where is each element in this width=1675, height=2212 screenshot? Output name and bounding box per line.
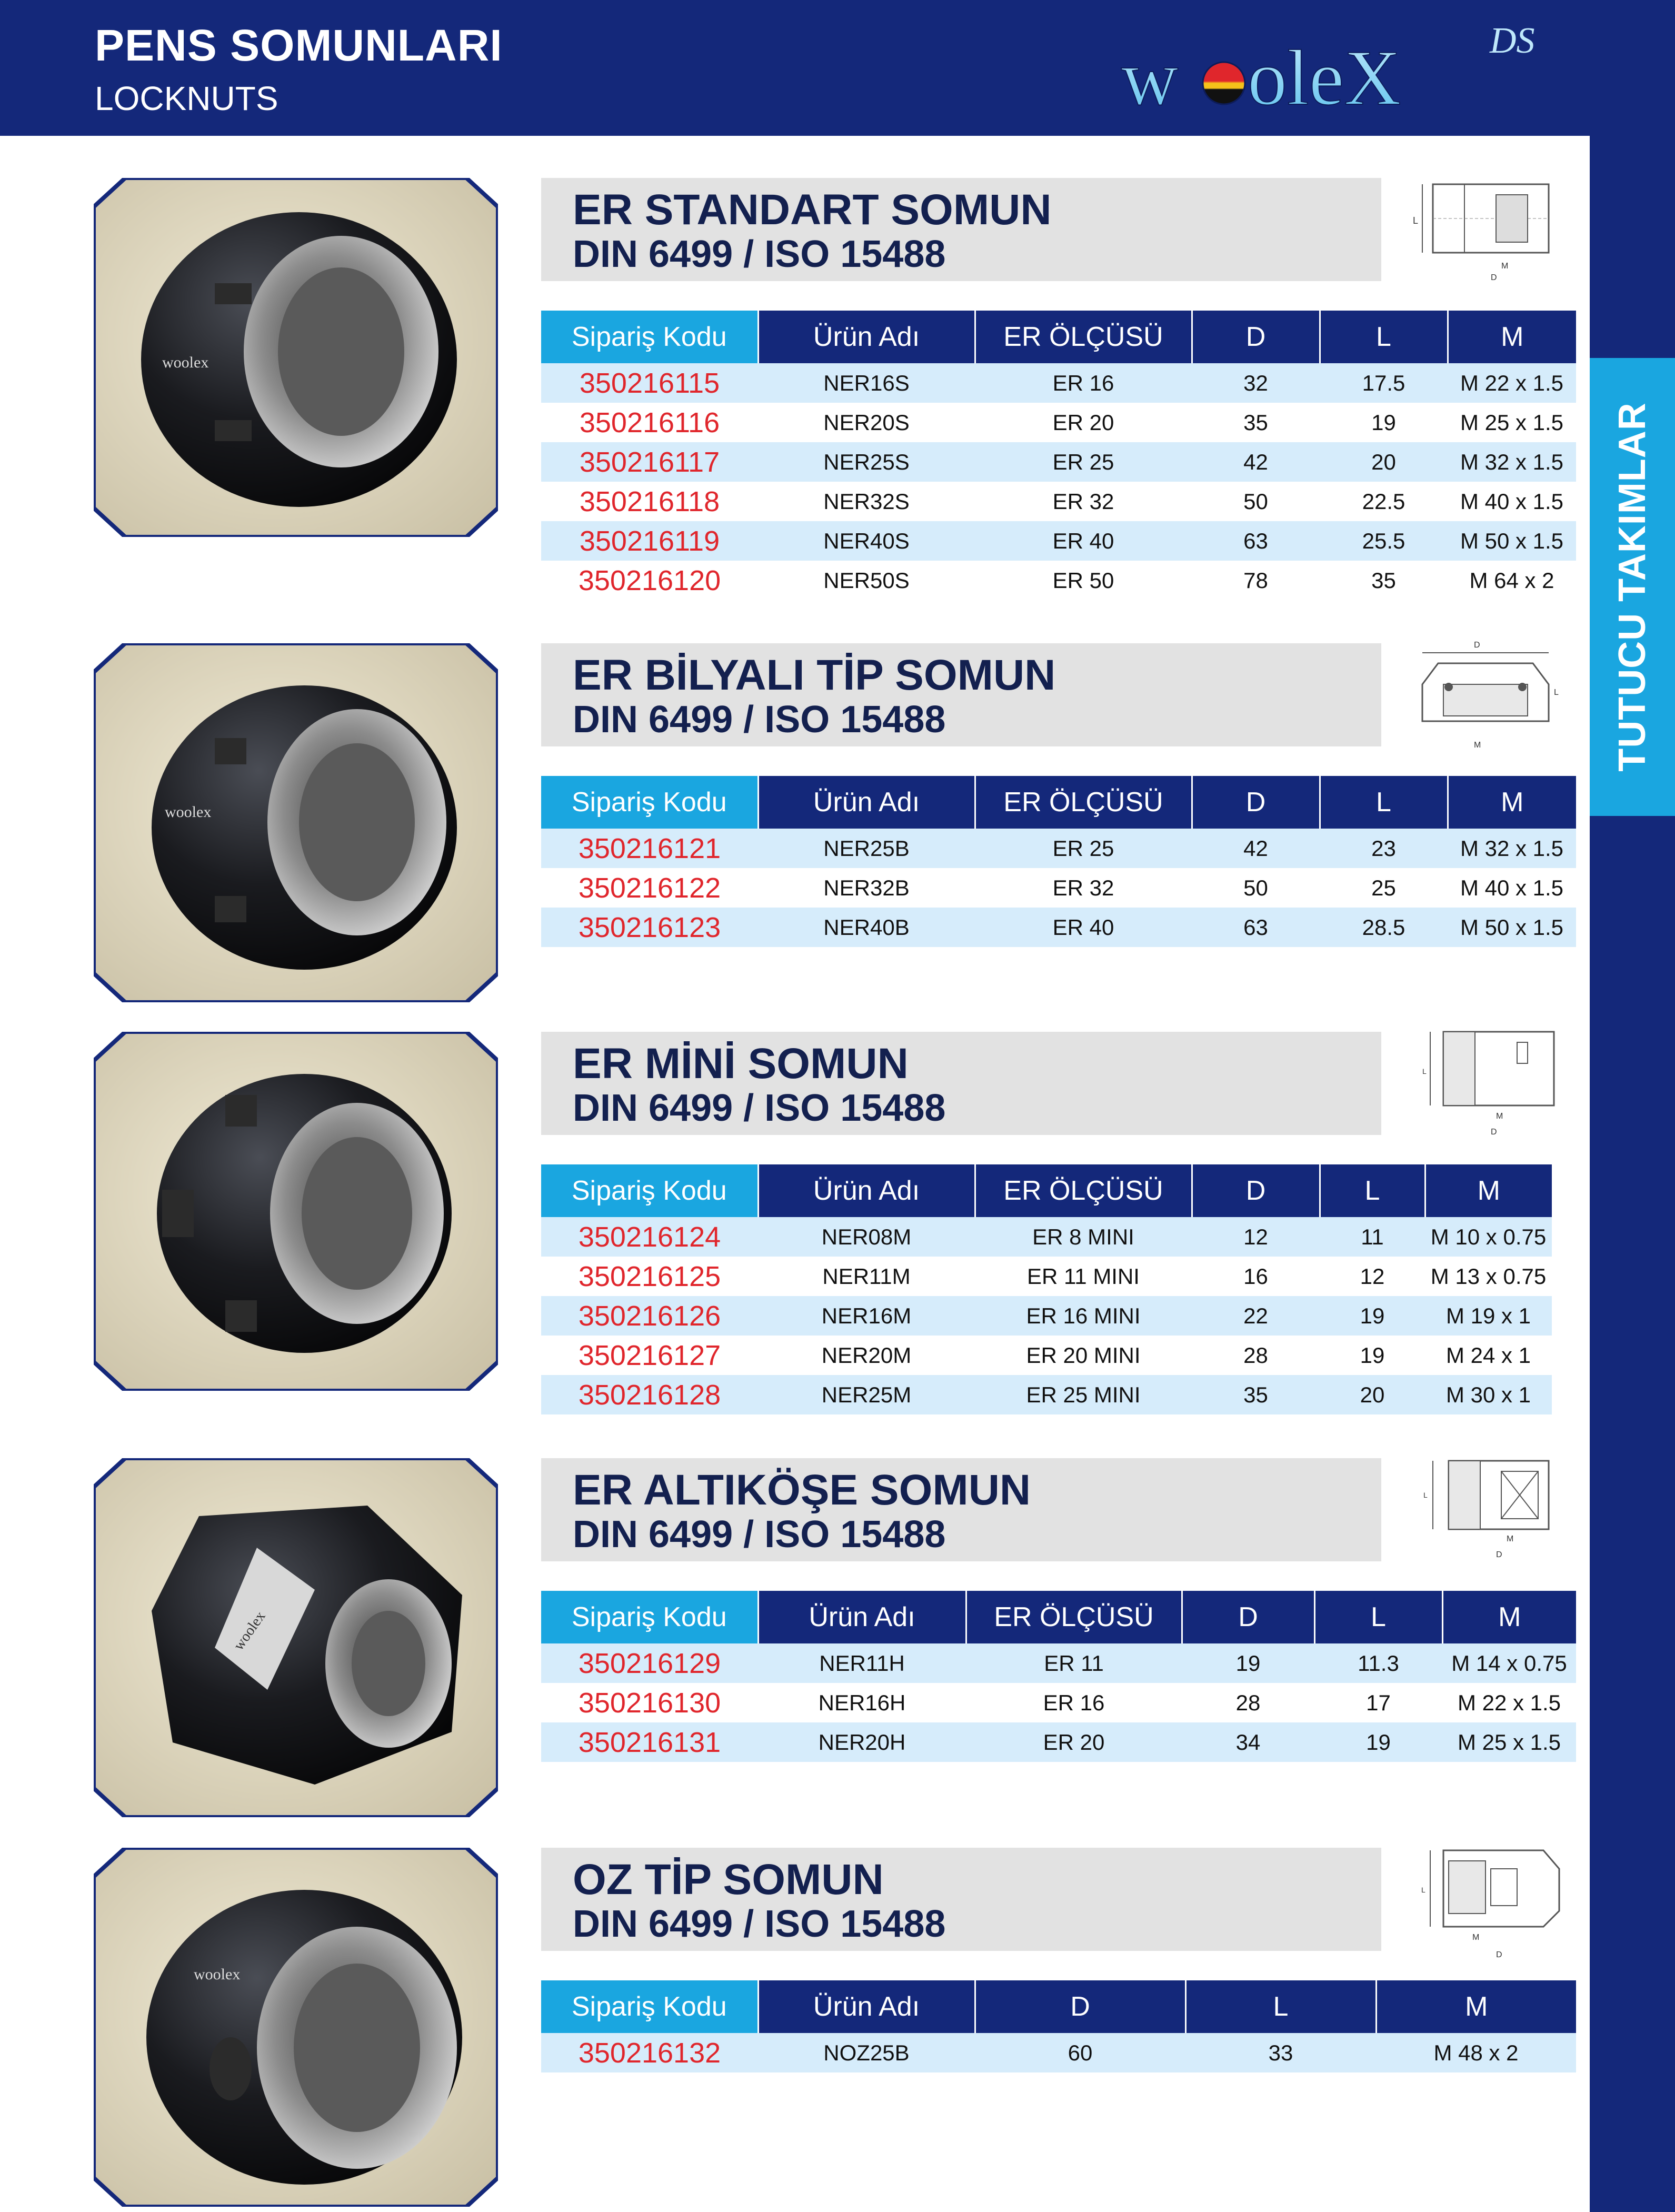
section-title-box (541, 1848, 1381, 1951)
column-header: Sipariş Kodu (541, 1591, 758, 1643)
column-header: L (1314, 1591, 1442, 1643)
column-header: Ürün Adı (758, 311, 975, 363)
dim-d: 28 (1192, 1336, 1320, 1375)
dim-m: M 14 x 0.75 (1442, 1643, 1576, 1683)
sidebar-label: TUTUCU TAKIMLAR (1611, 402, 1653, 772)
product-photo (94, 178, 498, 537)
svg-text:L: L (1423, 1491, 1428, 1499)
dim-m: M 10 x 0.75 (1425, 1217, 1552, 1257)
column-header: L (1320, 1164, 1425, 1217)
dim-l: 25.5 (1320, 521, 1448, 561)
table-row (541, 521, 1576, 561)
order-code: 350216129 (541, 1643, 758, 1683)
table-row (541, 1722, 1576, 1762)
section-title: ER MİNİ SOMUN (573, 1040, 909, 1088)
column-header: Ürün Adı (758, 1980, 975, 2033)
column-header: ER ÖLÇÜSÜ (975, 1164, 1192, 1217)
svg-text:L: L (1413, 215, 1419, 226)
er-size: ER 25 (975, 829, 1192, 868)
er-size: ER 20 (975, 403, 1192, 442)
dim-m: M 19 x 1 (1425, 1296, 1552, 1336)
er-size: ER 11 MINI (975, 1257, 1192, 1296)
column-header: Ürün Adı (758, 1164, 975, 1217)
svg-text:M: M (1501, 262, 1509, 271)
er-size: ER 20 MINI (975, 1336, 1192, 1375)
column-header: D (1192, 311, 1320, 363)
column-header: ER ÖLÇÜSÜ (975, 776, 1192, 829)
svg-text:L: L (1554, 688, 1559, 697)
page-title: PENS SOMUNLARI (95, 21, 503, 70)
section-title: ER STANDART SOMUN (573, 186, 1052, 234)
table-row (541, 1296, 1552, 1336)
svg-text:DS: DS (1490, 21, 1535, 61)
section-title-box (541, 1458, 1381, 1561)
svg-text:woolex: woolex (165, 803, 212, 821)
column-header: Sipariş Kodu (541, 1980, 758, 2033)
page-subtitle: LOCKNUTS (95, 79, 278, 117)
product-name: NER20H (758, 1722, 966, 1762)
order-code: 350216118 (541, 482, 758, 521)
product-photo (94, 1458, 498, 1817)
order-code: 350216127 (541, 1336, 758, 1375)
product-name: NER11H (758, 1643, 966, 1683)
dim-l: 35 (1320, 561, 1448, 600)
spec-table (541, 1591, 1576, 1762)
column-header: ER ÖLÇÜSÜ (975, 311, 1192, 363)
dim-l: 23 (1320, 829, 1448, 868)
dim-l: 17 (1314, 1683, 1442, 1722)
er-size: ER 40 (975, 521, 1192, 561)
product-name: NER16H (758, 1683, 966, 1722)
table-row (541, 1217, 1552, 1257)
spec-table (541, 1164, 1552, 1414)
svg-text:woolex: woolex (162, 354, 209, 371)
dim-d: 42 (1192, 829, 1320, 868)
order-code: 350216128 (541, 1375, 758, 1414)
dim-d: 63 (1192, 521, 1320, 561)
technical-drawing (1407, 637, 1564, 753)
dim-m: M 24 x 1 (1425, 1336, 1552, 1375)
table-row (541, 1257, 1552, 1296)
column-header: L (1185, 1980, 1376, 2033)
product-name: NER08M (758, 1217, 975, 1257)
column-header: Sipariş Kodu (541, 311, 758, 363)
svg-text:D: D (1491, 1128, 1497, 1137)
dim-l: 11.3 (1314, 1643, 1442, 1683)
product-name: NER25S (758, 442, 975, 482)
dim-l: 20 (1320, 442, 1448, 482)
dim-l: 19 (1314, 1722, 1442, 1762)
dim-d: 35 (1192, 403, 1320, 442)
table-row (541, 2033, 1576, 2072)
svg-text:M: M (1472, 1933, 1480, 1942)
svg-text:M: M (1474, 741, 1481, 750)
product-name: NER50S (758, 561, 975, 600)
order-code: 350216126 (541, 1296, 758, 1336)
table-row (541, 1336, 1552, 1375)
column-header: Sipariş Kodu (541, 776, 758, 829)
column-header: D (1182, 1591, 1314, 1643)
column-header: Ürün Adı (758, 776, 975, 829)
section-title: ER ALTIKÖŞE SOMUN (573, 1466, 1031, 1514)
er-size: ER 16 (975, 363, 1192, 403)
dim-l: 17.5 (1320, 363, 1448, 403)
order-code: 350216125 (541, 1257, 758, 1296)
dim-d: 78 (1192, 561, 1320, 600)
er-size: ER 40 (975, 908, 1192, 947)
er-size: ER 32 (975, 482, 1192, 521)
dim-m: M 25 x 1.5 (1448, 403, 1576, 442)
er-size: ER 11 (966, 1643, 1182, 1683)
technical-drawing (1407, 1027, 1564, 1142)
dim-l: 12 (1320, 1257, 1425, 1296)
product-name: NOZ25B (758, 2033, 975, 2072)
section-title: OZ TİP SOMUN (573, 1856, 884, 1904)
er-size: ER 25 MINI (975, 1375, 1192, 1414)
order-code: 350216117 (541, 442, 758, 482)
er-size: ER 25 (975, 442, 1192, 482)
spec-table (541, 1980, 1576, 2072)
dim-d: 16 (1192, 1257, 1320, 1296)
product-name: NER16M (758, 1296, 975, 1336)
column-header: M (1448, 776, 1576, 829)
column-header: D (1192, 1164, 1320, 1217)
section-standard: DIN 6499 / ISO 15488 (573, 1087, 946, 1129)
dim-l: 11 (1320, 1217, 1425, 1257)
column-header: ER ÖLÇÜSÜ (966, 1591, 1182, 1643)
page-header (0, 0, 1675, 136)
dim-m: M 40 x 1.5 (1448, 482, 1576, 521)
dim-m: M 64 x 2 (1448, 561, 1576, 600)
svg-text:D: D (1491, 273, 1497, 282)
order-code: 350216116 (541, 403, 758, 442)
order-code: 350216119 (541, 521, 758, 561)
spec-table (541, 311, 1576, 600)
column-header: D (975, 1980, 1185, 2033)
dim-d: 19 (1182, 1643, 1314, 1683)
dim-d: 34 (1182, 1722, 1314, 1762)
table-row (541, 363, 1576, 403)
woolex-logo (1116, 11, 1569, 126)
section-standard: DIN 6499 / ISO 15488 (573, 1513, 946, 1556)
section-title: ER BİLYALI TİP SOMUN (573, 651, 1056, 699)
product-name: NER40B (758, 908, 975, 947)
product-name: NER20M (758, 1336, 975, 1375)
technical-drawing (1407, 179, 1564, 284)
product-photo (94, 1848, 498, 2207)
order-code: 350216132 (541, 2033, 758, 2072)
dim-m: M 22 x 1.5 (1442, 1683, 1576, 1722)
dim-m: M 48 x 2 (1376, 2033, 1576, 2072)
product-name: NER25B (758, 829, 975, 868)
dim-m: M 32 x 1.5 (1448, 442, 1576, 482)
column-header: M (1425, 1164, 1552, 1217)
column-header: M (1448, 311, 1576, 363)
table-row (541, 1375, 1552, 1414)
section-standard: DIN 6499 / ISO 15488 (573, 699, 946, 741)
dim-l: 25 (1320, 868, 1448, 908)
section-standard: DIN 6499 / ISO 15488 (573, 1903, 946, 1945)
table-row (541, 868, 1576, 908)
dim-m: M 25 x 1.5 (1442, 1722, 1576, 1762)
technical-drawing (1407, 1842, 1564, 1964)
product-name: NER25M (758, 1375, 975, 1414)
product-photo (94, 1032, 498, 1391)
er-size: ER 50 (975, 561, 1192, 600)
svg-text:M: M (1496, 1112, 1503, 1121)
table-row (541, 829, 1576, 868)
dim-l: 19 (1320, 403, 1448, 442)
table-row (541, 561, 1576, 600)
order-code: 350216122 (541, 868, 758, 908)
table-row (541, 1683, 1576, 1722)
table-row (541, 442, 1576, 482)
order-code: 350216130 (541, 1683, 758, 1722)
dim-d: 50 (1192, 482, 1320, 521)
product-photo (94, 643, 498, 1002)
section-title-box (541, 178, 1381, 281)
svg-text:D: D (1496, 1550, 1502, 1559)
dim-d: 42 (1192, 442, 1320, 482)
column-header: M (1376, 1980, 1576, 2033)
column-header: Sipariş Kodu (541, 1164, 758, 1217)
dim-m: M 50 x 1.5 (1448, 521, 1576, 561)
dim-l: 28.5 (1320, 908, 1448, 947)
dim-l: 22.5 (1320, 482, 1448, 521)
er-size: ER 32 (975, 868, 1192, 908)
order-code: 350216115 (541, 363, 758, 403)
svg-text:woolex: woolex (194, 1966, 241, 1983)
section-title-box (541, 643, 1381, 746)
product-name: NER32B (758, 868, 975, 908)
dim-d: 12 (1192, 1217, 1320, 1257)
table-row (541, 908, 1576, 947)
dim-d: 28 (1182, 1683, 1314, 1722)
dim-m: M 50 x 1.5 (1448, 908, 1576, 947)
column-header: L (1320, 311, 1448, 363)
dim-m: M 22 x 1.5 (1448, 363, 1576, 403)
section-standard: DIN 6499 / ISO 15488 (573, 233, 946, 275)
er-size: ER 8 MINI (975, 1217, 1192, 1257)
column-header: Ürün Adı (758, 1591, 966, 1643)
product-name: NER32S (758, 482, 975, 521)
dim-l: 19 (1320, 1336, 1425, 1375)
table-row (541, 403, 1576, 442)
er-size: ER 20 (966, 1722, 1182, 1762)
dim-d: 50 (1192, 868, 1320, 908)
svg-text:w: w (1121, 34, 1179, 122)
svg-text:L: L (1421, 1886, 1425, 1894)
dim-m: M 13 x 0.75 (1425, 1257, 1552, 1296)
er-size: ER 16 (966, 1683, 1182, 1722)
svg-text:L: L (1422, 1067, 1427, 1075)
dim-m: M 32 x 1.5 (1448, 829, 1576, 868)
svg-text:D: D (1496, 1950, 1502, 1959)
dim-m: M 30 x 1 (1425, 1375, 1552, 1414)
dim-l: 33 (1185, 2033, 1376, 2072)
dim-l: 20 (1320, 1375, 1425, 1414)
er-size: ER 16 MINI (975, 1296, 1192, 1336)
dim-m: M 40 x 1.5 (1448, 868, 1576, 908)
product-name: NER16S (758, 363, 975, 403)
table-row (541, 482, 1576, 521)
svg-text:oleX: oleX (1248, 34, 1401, 122)
product-name: NER20S (758, 403, 975, 442)
column-header: L (1320, 776, 1448, 829)
column-header: M (1442, 1591, 1576, 1643)
dim-d: 22 (1192, 1296, 1320, 1336)
dim-d: 60 (975, 2033, 1185, 2072)
order-code: 350216124 (541, 1217, 758, 1257)
product-name: NER40S (758, 521, 975, 561)
table-row (541, 1643, 1576, 1683)
spec-table (541, 776, 1576, 947)
product-name: NER11M (758, 1257, 975, 1296)
section-title-box (541, 1032, 1381, 1135)
order-code: 350216123 (541, 908, 758, 947)
technical-drawing (1407, 1453, 1564, 1569)
dim-l: 19 (1320, 1296, 1425, 1336)
order-code: 350216121 (541, 829, 758, 868)
svg-text:M: M (1507, 1535, 1514, 1543)
order-code: 350216131 (541, 1722, 758, 1762)
dim-d: 35 (1192, 1375, 1320, 1414)
column-header: D (1192, 776, 1320, 829)
dim-d: 32 (1192, 363, 1320, 403)
dim-d: 63 (1192, 908, 1320, 947)
svg-text:D: D (1474, 641, 1480, 650)
order-code: 350216120 (541, 561, 758, 600)
svg-text:woolex: woolex (230, 1608, 269, 1653)
